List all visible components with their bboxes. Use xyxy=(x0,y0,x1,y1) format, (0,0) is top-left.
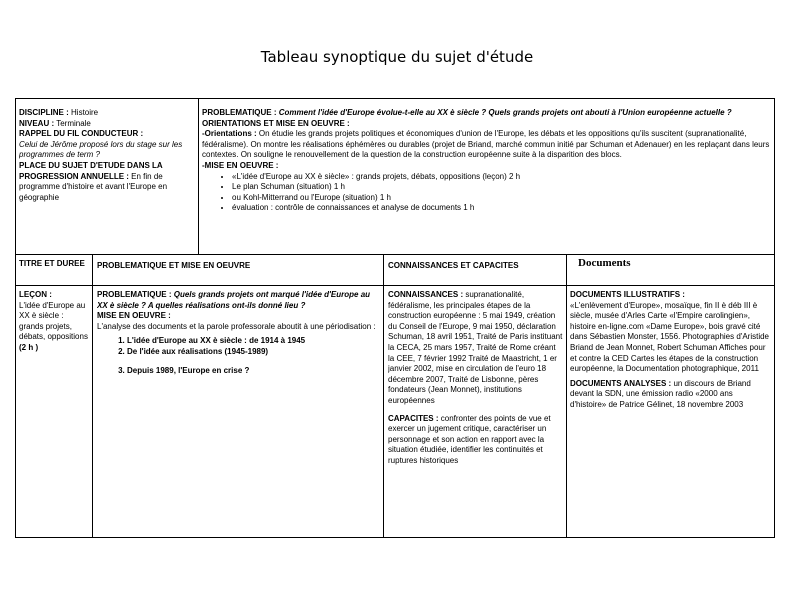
capacites-label: CAPACITES : xyxy=(388,413,439,423)
problematique2-label: PROBLEMATIQUE : xyxy=(97,290,172,299)
col-divider-2 xyxy=(383,254,384,538)
table-border-bottom xyxy=(15,537,775,538)
mise-list xyxy=(202,172,770,214)
analyses-text: un discours de Briand devant la SDN, une émission radio «2000 ans d'histoire» de Patrice Gélinet, 18 novembre 2003 xyxy=(570,378,751,409)
top-col-divider xyxy=(198,98,199,254)
list-item: • «L'idée d'Europe au XX è siècle» : grands projets, débats, oppositions (leçon) 2 h xyxy=(232,172,770,183)
page-title: Tableau synoptique du sujet d'étude xyxy=(260,48,534,66)
illustratifs-text: «L'enlèvement d'Europe», mosaïque, fin II è déb III è siècle, musée d'Arles Carte «l'Empire carolingien», histoire en-ligne.com «Dame Europe», bois gravé cité dans Sébastien Monster, 1556. Photographies d'Aristide Briand de Jean Monnet, Robert Schuman Affiches pour et contre la CED Cartes les étapes de la construction européenne, la Documentation photographique, 2011 xyxy=(570,300,769,374)
row-divider-2 xyxy=(15,285,775,286)
orientations-text: On étudie les grands projets politiques et économiques d'union de l'Europe, les débats et les oppositions qu'ils suscitent (supranationalité, fédéralisme). On montre les réalisations éphémères ou durables (projet de Briand, marché commun initié par Schuman et Adenauer) en les replaçant dans leurs contextes. On souligne le renouvellement de la question de la construction européenne suite à la disparition des blocs. xyxy=(202,129,770,160)
documents-cell xyxy=(570,290,770,530)
connaissances-label: CONNAISSANCES : xyxy=(388,290,464,299)
list-item: 2. De l'idée aux réalisations (1945-1989) xyxy=(127,347,380,358)
header-titre: TITRE ET DUREE xyxy=(19,259,85,268)
discipline-value: Histoire xyxy=(71,108,99,117)
capacites-text: confronter des points de vue et exercer un jugement critique, caractériser un personnage et son action en rapport avec la situation étudiée, identifier les continuités et ruptures historiques xyxy=(388,413,551,465)
steps-list xyxy=(97,336,380,376)
connaissances-cell xyxy=(388,290,563,530)
lecon-cell xyxy=(19,290,90,530)
illustratifs-label: DOCUMENTS ILLUSTRATIFS : xyxy=(570,290,685,299)
header-documents: Documents xyxy=(578,258,631,269)
niveau-value: Terminale xyxy=(56,118,91,128)
connaissances-text: supranationalité, fédéralisme, les principales étapes de la construction européenne : 5 mai 1949, création du Conseil de l'Europe, 9 mai 1950, déclaration Schuman, 18 avril 1951, Traité de Paris instituant la CECA, 25 mars 1957, Traité de Rome créant la CEE, 7 février 1992 Traité de Maastricht, 1 er janvier 2002, mise en circulation de l'euro 18 décembre 2007, Traité de Lisbonne, pères fondateurs (Jean Monnet), institutions européennes xyxy=(388,290,563,405)
header-problematique: PROBLEMATIQUE ET MISE EN OEUVRE xyxy=(97,261,251,270)
mise2-text: L'analyse des documents et la parole professorale aboutit à une périodisation : xyxy=(97,321,376,331)
orientations-label: ORIENTATIONS ET MISE EN OEUVRE : xyxy=(202,118,350,128)
list-item: 1. L'idée d'Europe au XX è siècle : de 1914 à 1945 xyxy=(127,336,380,347)
analyses-label: DOCUMENTS ANALYSES : xyxy=(570,378,672,388)
lecon-label: LEÇON : xyxy=(19,290,52,299)
mise2-label: MISE EN OEUVRE : xyxy=(97,311,171,321)
table-border-top xyxy=(15,98,775,99)
col-divider-1 xyxy=(92,254,93,538)
table-border-right xyxy=(774,98,775,538)
problematique2-text: Quels grands projets ont marqué l'idée d'Europe au XX è siècle ? A quelles réalisations ont-ils donné lieu ? xyxy=(97,290,371,310)
list-item: • ou Kohl-Mitterrand ou l'Europe (situation) 1 h xyxy=(232,193,770,204)
top-right-cell xyxy=(202,108,770,253)
lecon-duration: (2 h ) xyxy=(19,342,39,352)
list-item: • Le plan Schuman (situation) 1 h xyxy=(232,182,770,193)
row-divider-1 xyxy=(15,254,775,255)
discipline-label: DISCIPLINE : xyxy=(19,108,69,117)
list-item: 3. Depuis 1989, l'Europe en crise ? xyxy=(127,366,380,377)
lecon-text: L'idée d'Europe au XX è siècle : grands projets, débats, oppositions xyxy=(19,300,88,342)
top-left-cell xyxy=(19,108,195,253)
synoptic-table xyxy=(15,98,775,538)
list-item: • évaluation : contrôle de connaissances et analyse de documents 1 h xyxy=(232,203,770,214)
place-text: En fin de programme d'histoire et avant l'Europe en géographie xyxy=(19,171,168,202)
rappel-text: Celui de Jérôme proposé lors du stage sur les programmes de term ? xyxy=(19,139,183,160)
orientations-sub: -Orientations : xyxy=(202,129,257,139)
table-border-left xyxy=(15,98,16,538)
header-connaissances: CONNAISSANCES ET CAPACITES xyxy=(388,261,519,270)
problematique-label: PROBLEMATIQUE : xyxy=(202,108,277,117)
mise-label: -MISE EN OEUVRE : xyxy=(202,160,279,170)
niveau-label: NIVEAU : xyxy=(19,118,55,128)
rappel-label: RAPPEL DU FIL CONDUCTEUR : xyxy=(19,129,144,139)
problematique-text: Comment l'idée d'Europe évolue-t-elle au XX è siècle ? Quels grands projets ont abouti à l'Union européenne actuelle ? xyxy=(278,108,732,117)
problematique-cell xyxy=(97,290,380,530)
place-label: PLACE DU SUJET D'ETUDE DANS LA PROGRESSION ANNUELLE : xyxy=(19,160,163,181)
col-divider-3 xyxy=(566,254,567,538)
